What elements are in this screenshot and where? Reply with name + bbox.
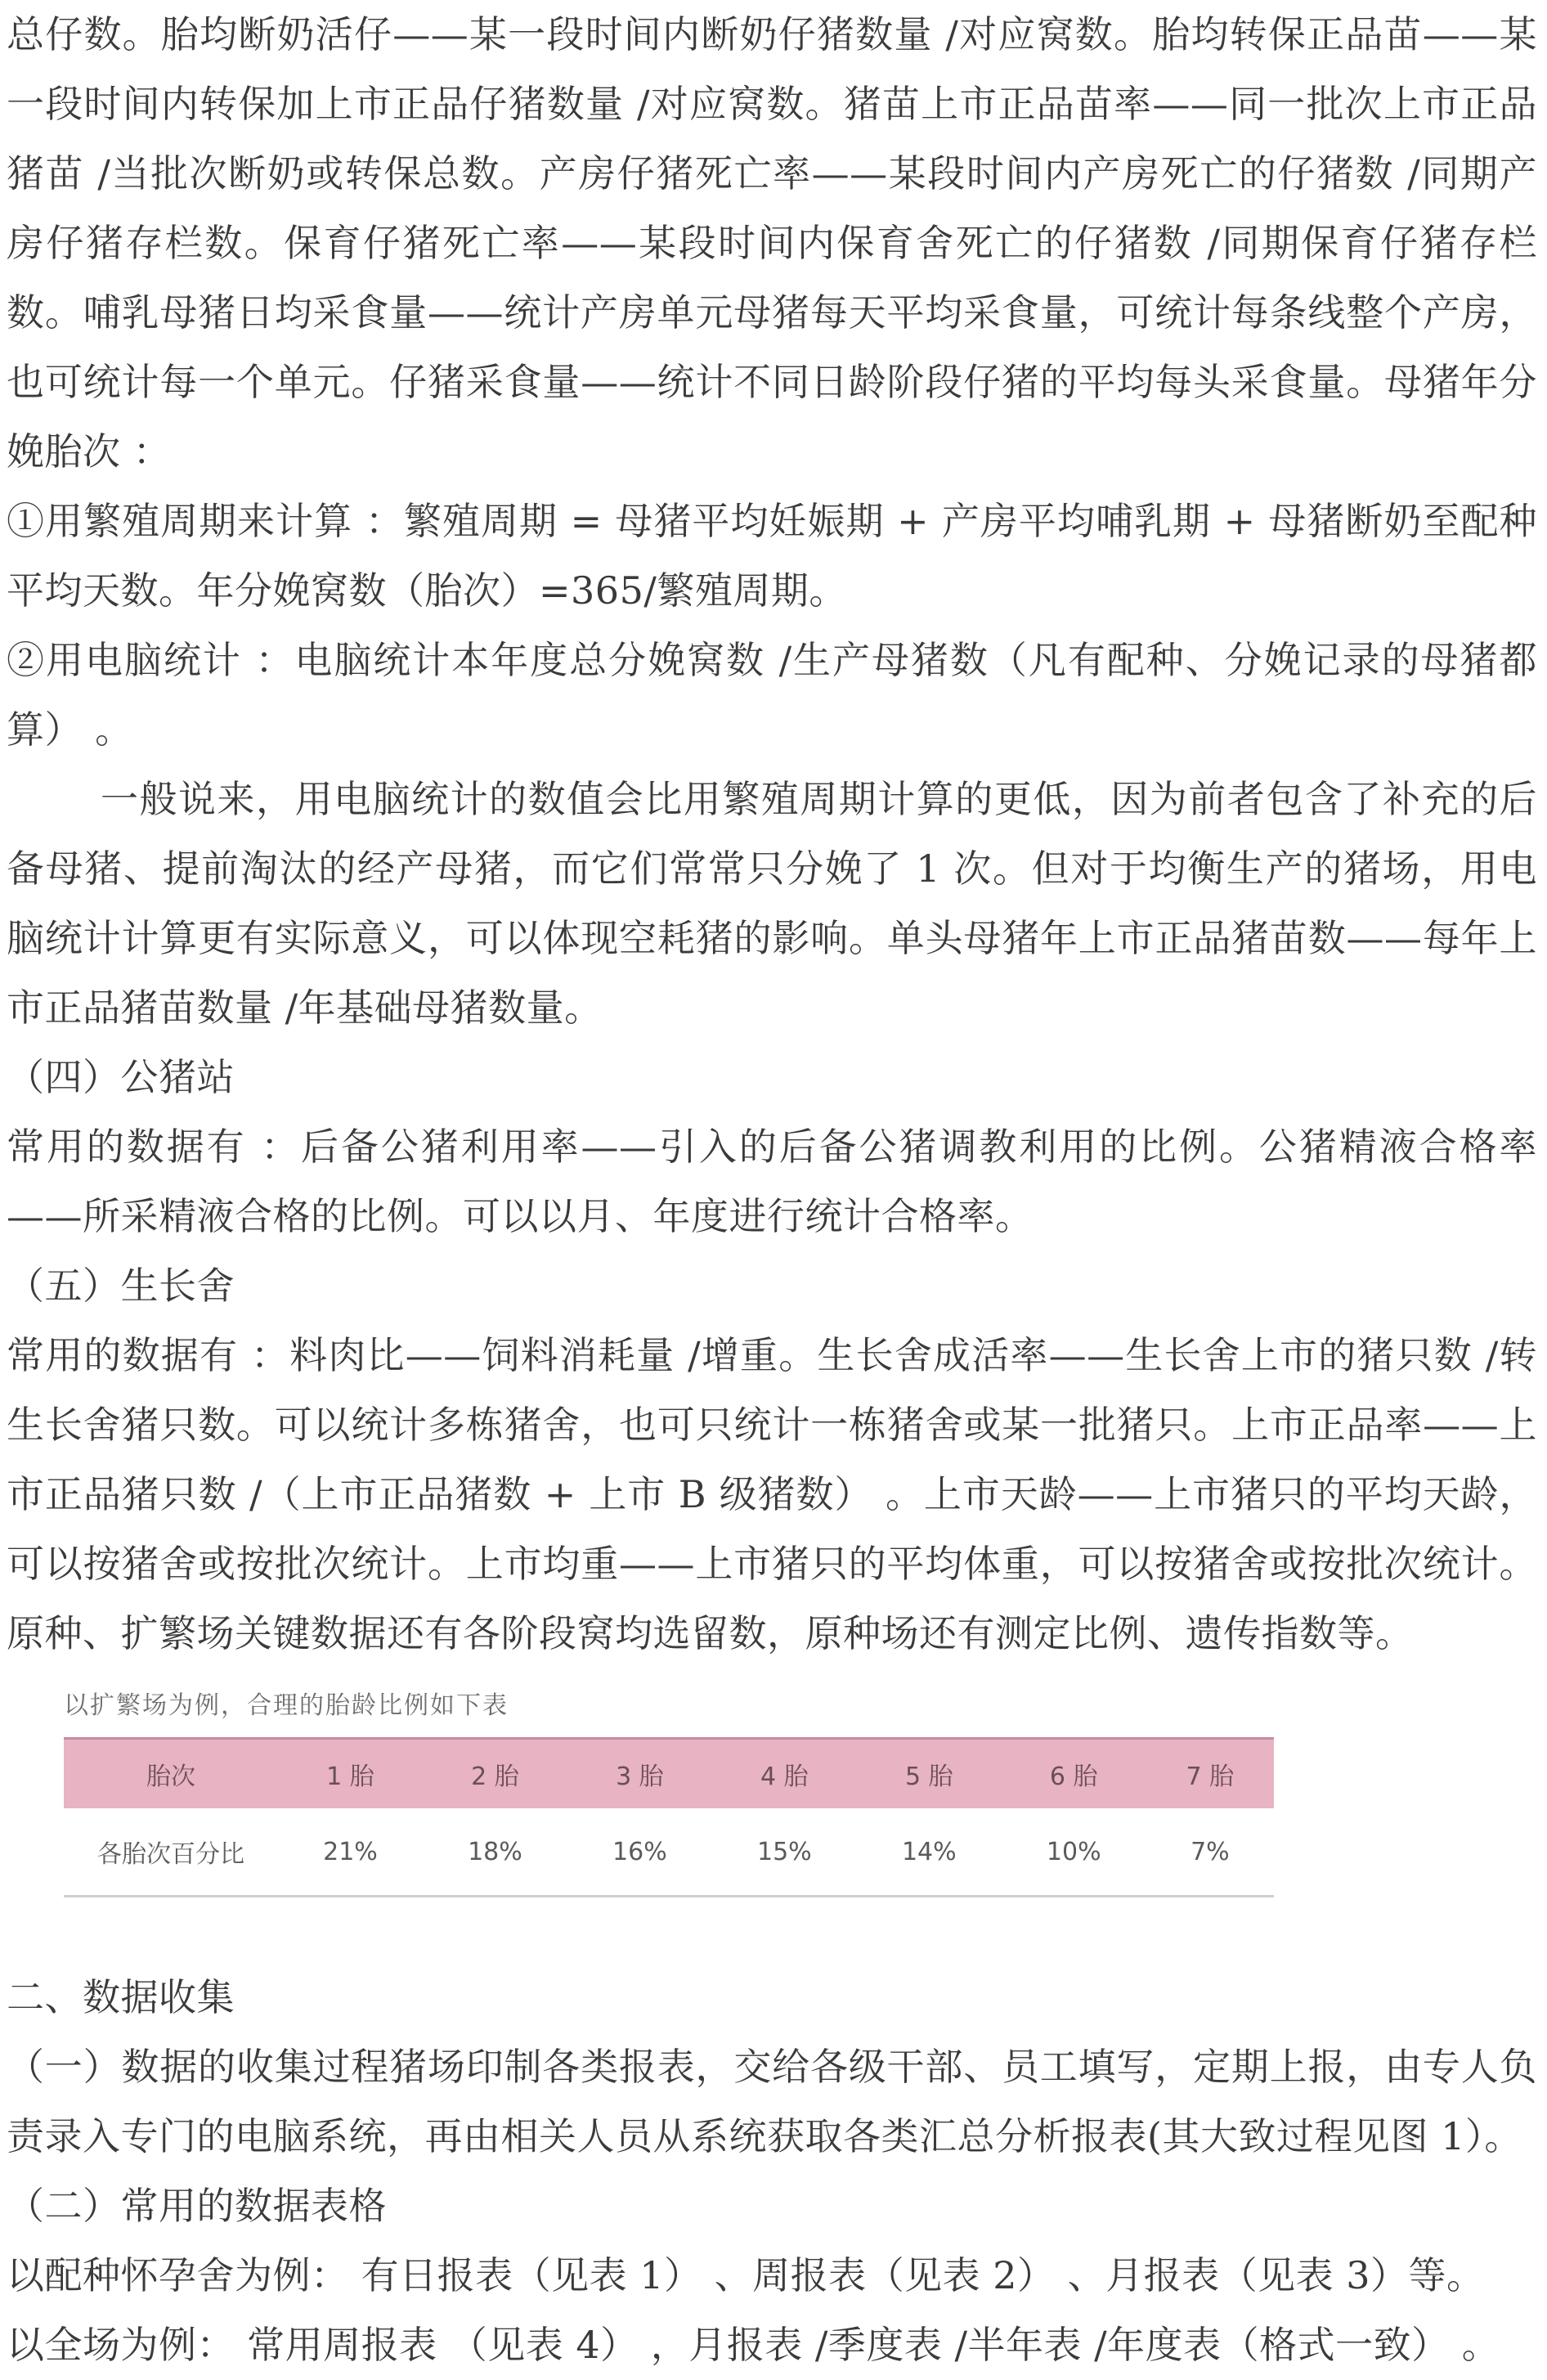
table-cell: 21% (278, 1808, 423, 1897)
table-header-cell: 6 胎 (1002, 1739, 1146, 1809)
paragraph-breeding-example: 以配种怀孕舍为例： 有日报表（见表 1） 、周报表（见表 2） 、月报表（见表 3）等。 (7, 2253, 1485, 2297)
paragraph-grower-data: 常用的数据有 ：料肉比——饲料消耗量 /增重。生长舍成活率——生长舍上市的猪只数 /转生长舍猪只数。可以统计多栋猪舍，也可只统计一栋猪舍或某一批猪只。上市正品率——上市正品猪只数 /（上市正品猪数 + 上市 B 级猪数） 。上市天龄——上市猪只的平均天龄，可以按猪舍或按批次统计。上市均重——上市猪只的平均体重，可以按猪舍或按批次统计。原种、扩繁场关键数据还有各阶段窝均选留数，原种场还有测定比例、遗传指数等。 (7, 1333, 1537, 1655)
table-cell: 10% (1002, 1808, 1146, 1897)
parity-ratio-table (64, 1737, 1274, 1897)
paragraph-explanation: 一般说来，用电脑统计的数值会比用繁殖周期计算的更低，因为前者包含了补充的后备母猪、提前淘汰的经产母猪，而它们常常只分娩了 1 次。但对于均衡生产的猪场，用电脑统计计算更有实际意义，可以体现空耗猪的影响。单头母猪年上市正品猪苗数——每年上市正品猪苗数量 /年基础母猪数量。 (7, 777, 1537, 1030)
table-cell: 16% (567, 1808, 712, 1897)
table-header-row (64, 1739, 1274, 1809)
paragraph-method-computer: ②用电脑统计 ：电脑统计本年度总分娩窝数 /生产母猪数（凡有配种、分娩记录的母猪都算） 。 (7, 638, 1537, 752)
heading-boar-station: （四）公猪站 (7, 1055, 235, 1099)
table-row (64, 1808, 1274, 1897)
table-header-cell: 7 胎 (1146, 1739, 1274, 1809)
parity-ratio-figure (64, 1685, 1274, 1897)
table-header-cell: 4 胎 (712, 1739, 857, 1809)
paragraph-collection-process: （一）数据的收集过程猪场印制各类报表，交给各级干部、员工填写，定期上报，由专人负责录入专门的电脑系统，再由相关人员从系统获取各类汇总分析报表(其大致过程见图 1）。 (7, 2045, 1537, 2158)
table-header-cell: 1 胎 (278, 1739, 423, 1809)
paragraph-method-cycle: ①用繁殖周期来计算 ：繁殖周期 = 母猪平均妊娠期 + 产房平均哺乳期 + 母猪断奶至配种平均天数。年分娩窝数（胎次）=365/繁殖周期。 (7, 499, 1537, 613)
heading-common-tables: （二）常用的数据表格 (7, 2184, 387, 2228)
heading-data-collection: 二、数据收集 (7, 1975, 235, 2019)
heading-grower-house: （五）生长舍 (7, 1264, 235, 1308)
table-header-cell: 3 胎 (567, 1739, 712, 1809)
table-caption: 以扩繁场为例，合理的胎龄比例如下表 (64, 1691, 509, 1720)
table-header-cell: 胎次 (64, 1739, 278, 1809)
table-header-cell: 5 胎 (857, 1739, 1002, 1809)
table-header-cell: 2 胎 (423, 1739, 567, 1809)
paragraph-farrowing-metrics: 总仔数。胎均断奶活仔——某一段时间内断奶仔猪数量 /对应窝数。胎均转保正品苗——某一段时间内转保加上市正品仔猪数量 /对应窝数。猪苗上市正品苗率——同一批次上市正品猪苗 /当批次断奶或转保总数。产房仔猪死亡率——某段时间内产房死亡的仔猪数 /同期产房仔猪存栏数。保育仔猪死亡率——某段时间内保育舍死亡的仔猪数 /同期保育仔猪存栏数。哺乳母猪日均采食量——统计产房单元母猪每天平均采食量，可统计每条线整个产房，也可统计每一个单元。仔猪采食量——统计不同日龄阶段仔猪的平均每头采食量。母猪年分娩胎次 ： (7, 12, 1537, 474)
table-cell: 各胎次百分比 (64, 1808, 278, 1897)
table-cell: 15% (712, 1808, 857, 1897)
paragraph-farm-example: 以全场为例： 常用周报表 （见表 4） ，月报表 /季度表 /半年表 /年度表（格式一致） 。 (7, 2323, 1500, 2367)
paragraph-boar-data: 常用的数据有 ：后备公猪利用率——引入的后备公猪调教利用的比例。公猪精液合格率——所采精液合格的比例。可以以月、年度进行统计合格率。 (7, 1125, 1537, 1238)
table-cell: 18% (423, 1808, 567, 1897)
table-cell: 7% (1146, 1808, 1274, 1897)
table-cell: 14% (857, 1808, 1002, 1897)
